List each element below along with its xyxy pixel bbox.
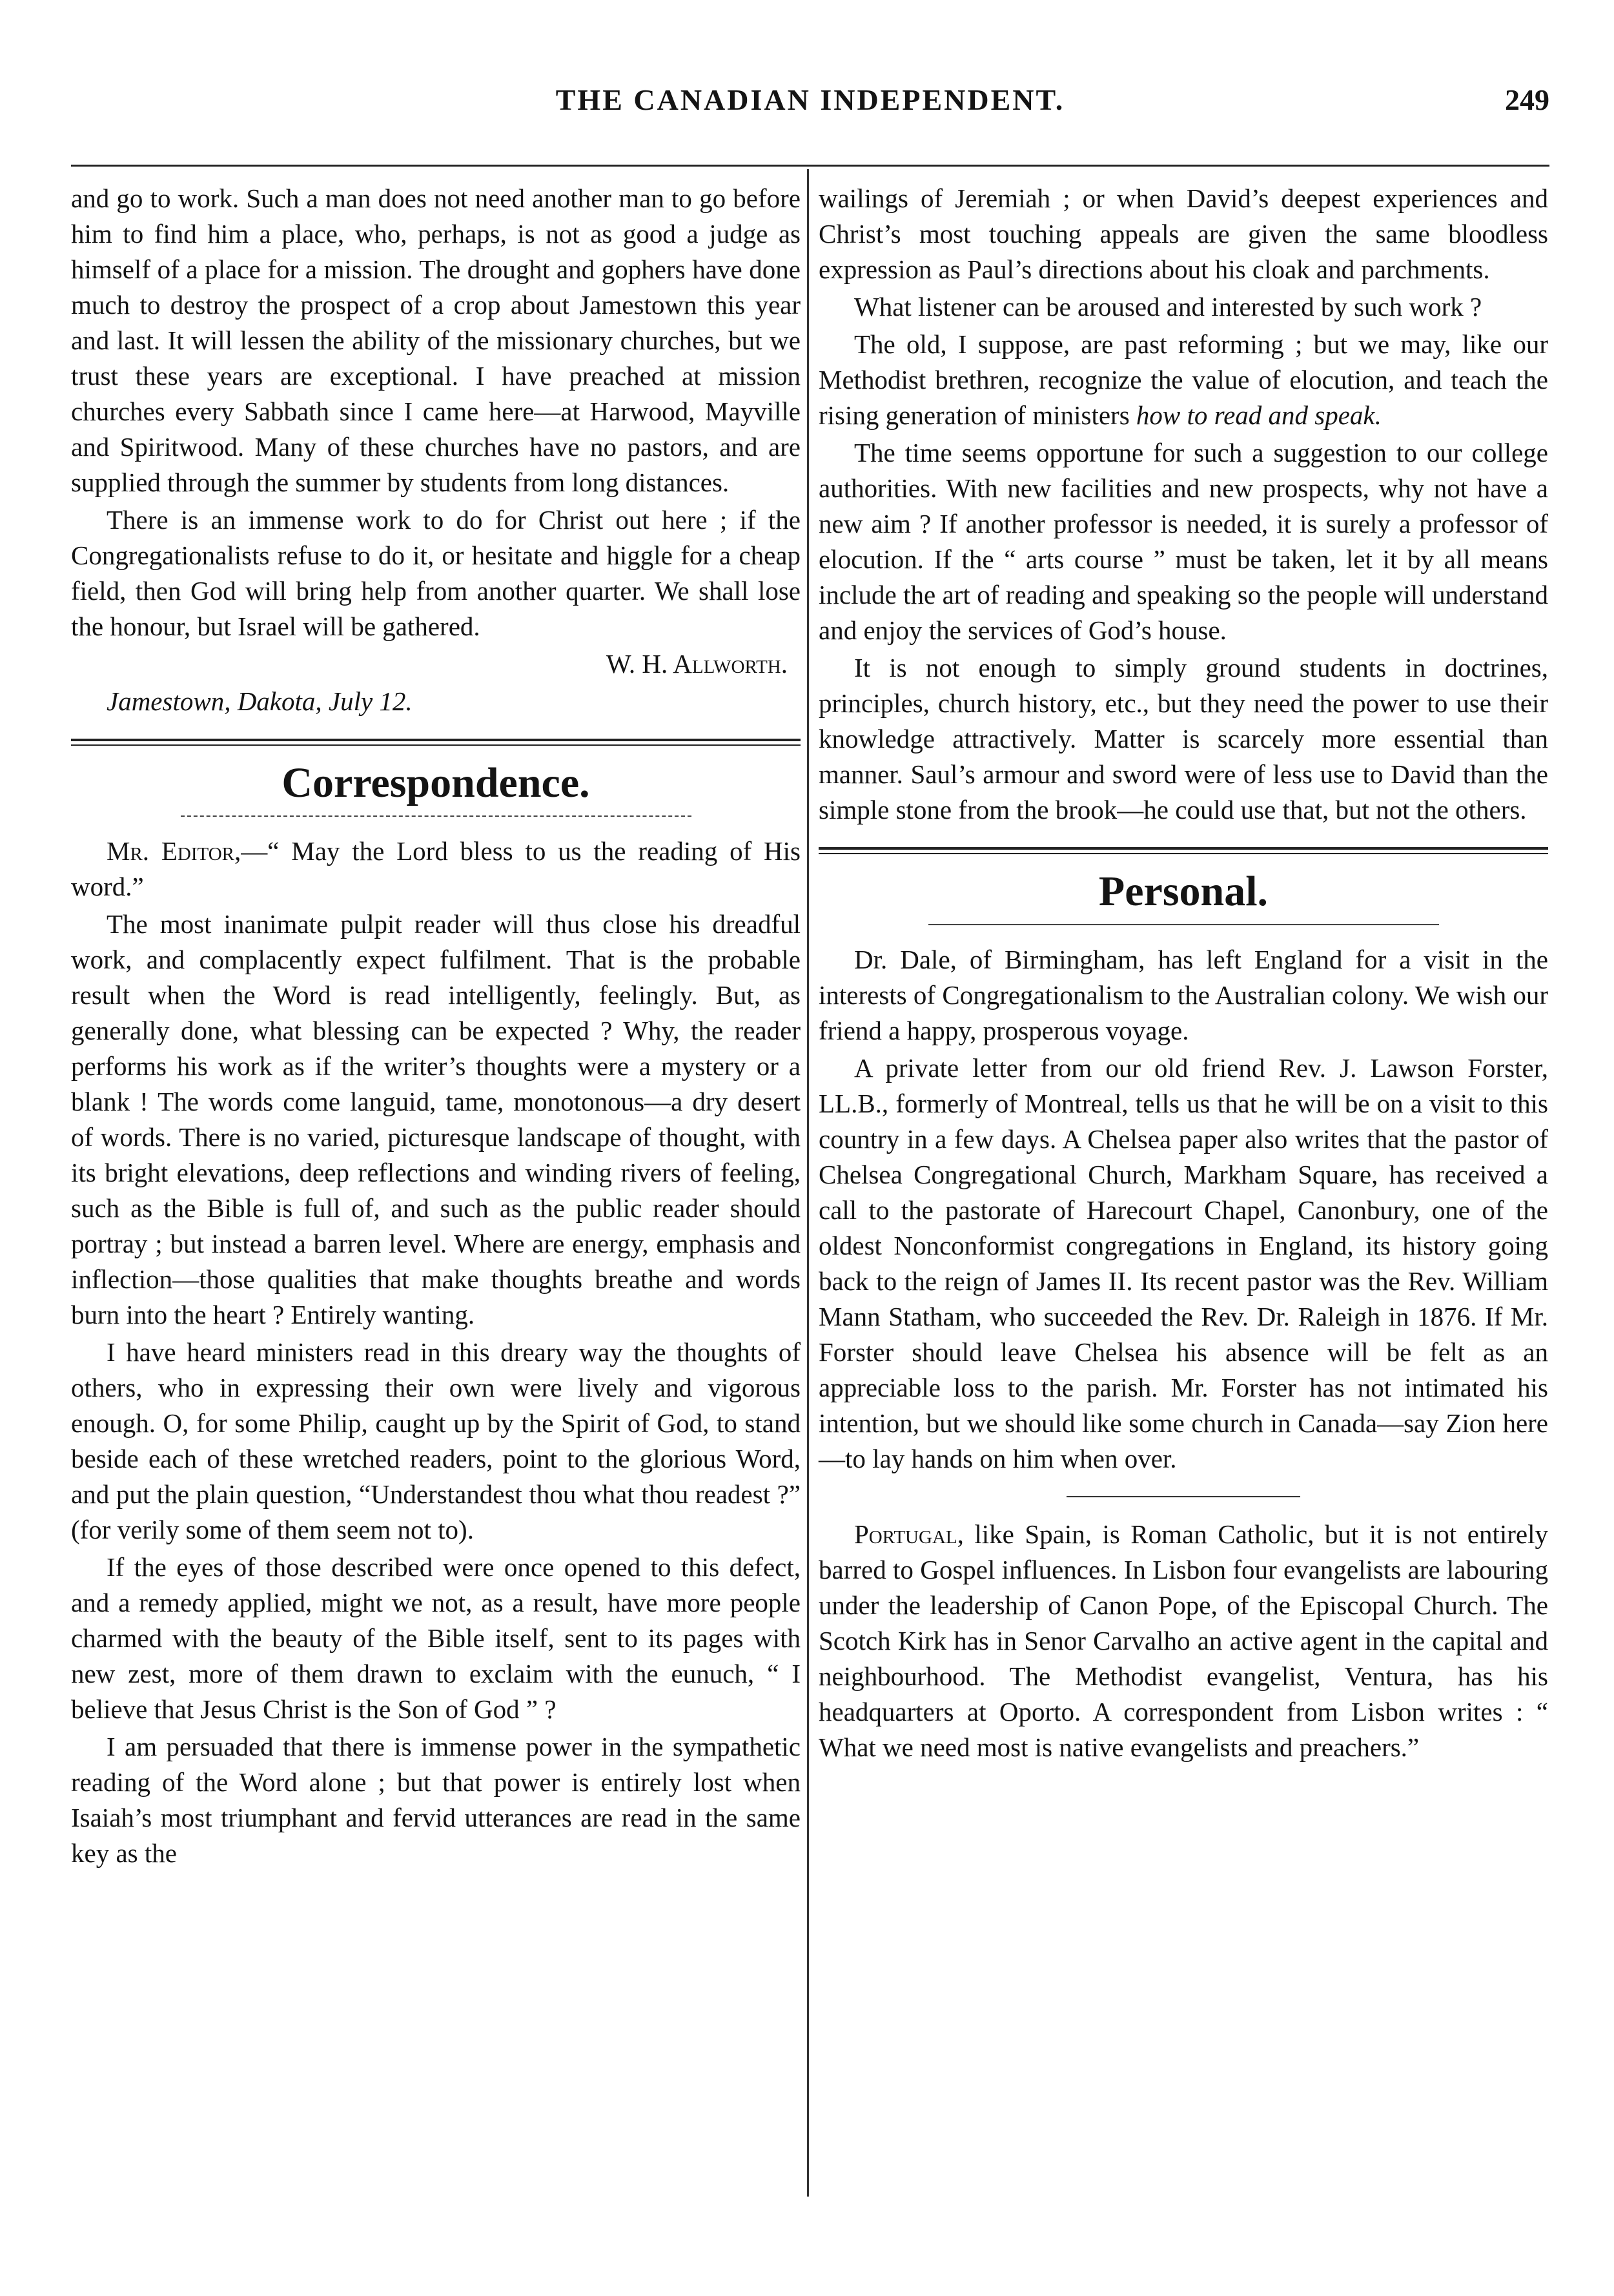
correspondence-paragraph: If the eyes of those described were once opened to this defect, and a remedy applied, might we not, as a result, have more people charmed with the beauty of the Bible itself, sent to its pages with new zest, more of them drawn to exclaim with the eunuch, “ I believe that Jesus Christ is the Son of God ” ? [71, 1552, 801, 1724]
letter-closing-paragraph: There is an immense work to do for Christ out here ; if the Congregationalists refuse to do it, or hesitate and higgle for a cheap field, then God will bring help from another quarter. We shall lose the honour, but Israel will be gathered. [71, 505, 801, 641]
salutation: Mr. Editor, [107, 836, 241, 866]
page-number: 249 [1505, 83, 1549, 116]
section-rule-dashed [181, 815, 691, 817]
letter-dateline: Jamestown, Dakota, July 12. [107, 686, 413, 716]
correspondence-opening [71, 834, 801, 905]
personal-paragraph: A private letter from our old friend Rev. J. Lawson Forster, LL.B., formerly of Montreal, tells us that he will be on a visit to this country in a few days. A Chelsea paper also writes that the pastor of Chelsea Congregational Church, Markham Square, has received a call to the pastorate of Harecourt Chapel, Canonbury, one of the oldest Nonconformist congregations in England, its history going back to the reign of James II. Its recent pastor was the Rev. William Mann Statham, who succeeded the Rev. Dr. Raleigh in 1876. If Mr. Forster should leave Chelsea his absence will be felt as an appreciable loss to the parish. Mr. Forster has not intimated his intention, but we should like some church in Canada—say Zion here—to lay hands on him when over. [819, 1053, 1548, 1473]
section-rule [71, 739, 801, 746]
left-column [71, 181, 801, 1873]
correspondence-paragraph: The most inanimate pulpit reader will thus close his dreadful work, and complacently expect fulfilment. That is the probable result when the Word is read intelligently, feelingly. But, as generally done, what blessing can be expected ? Why, the reader performs his work as if the writer’s thoughts were a mystery or a blank ! The words come languid, tame, monotonous—a dry desert of words. There is no varied, picturesque landscape of thought, with its bright elevations, deep reflections and winding rivers of feeling, such as the Bible is full of, and such as the public reader should portray ; but instead a barren level. Where are energy, emphasis and inflection—those qualities that make thoughts breathe and words burn into the heart ? Entirely wanting. [71, 909, 801, 1329]
opening-quote: —“ May the Lord bless to us the reading of His word.” [71, 836, 801, 901]
correspondence-paragraph: It is not enough to simply ground students in doctrines, principles, church history, etc., but they need the power to use their knowledge attractively. Matter is scarcely more essential than manner. Saul’s armour and sword were of less use to David than the simple stone from the brook—he could use that, but not the others. [819, 653, 1548, 825]
letter-continuation-paragraph: and go to work. Such a man does not need another man to go before him to find him a place, who, perhaps, is not as good a judge as himself of a place for a mission. The drought and gophers have done much to destroy the prospect of a crop about Jamestown this year and last. It will lessen the ability of the missionary churches, but we trust these years are exceptional. I have preached at mission churches every Sabbath since I came here—at Harwood, Mayville and Spiritwood. Many of these churches have no pastors, and are supplied through the summer by students from long distances. [71, 183, 801, 497]
item-separator-rule [1067, 1496, 1300, 1497]
column-divider [807, 169, 809, 2197]
emphasis-text: how to read and speak. [1136, 400, 1382, 430]
correspondence-paragraph [819, 327, 1548, 433]
running-head: THE CANADIAN INDEPENDENT. [555, 83, 1065, 116]
personal-paragraph: Dr. Dale, of Birmingham, has left England for a visit in the interests of Congregationalism to the Australian colony. We wish our friend a happy, prosperous voyage. [819, 945, 1548, 1045]
section-rule [819, 847, 1548, 854]
personal-heading: Personal. [1098, 868, 1269, 915]
correspondence-heading: Correspondence. [281, 759, 590, 806]
correspondence-paragraph: The time seems opportune for such a suggestion to our college authorities. With new facilities and new prospects, why not have a new aim ? If another professor is needed, it is surely a professor of elocution. If the “ arts course ” must be taken, let it by all means include the art of reading and speaking so the people will understand and enjoy the services of God’s house. [819, 438, 1548, 645]
lead-word: Portugal, [854, 1519, 964, 1549]
correspondence-paragraph: What listener can be aroused and interested by such work ? [854, 292, 1482, 322]
correspondence-paragraph: I am persuaded that there is immense power in the sympathetic reading of the Word alone ; but that power is entirely lost when Isaiah’s most triumphant and fervid utterances are read in the same key as the [71, 1732, 801, 1868]
header-rule [71, 165, 1549, 167]
page-header [71, 83, 1549, 134]
paragraph-text: like Spain, is Roman Catholic, but it is not entirely barred to Gospel influences. In Lisbon four evangelists are labouring under the leadership of Canon Pope, of the Episcopal Church. The Scotch Kirk has in Senor Carvalho an active agent in the capital and neighbourhood. The Methodist evangelist, Ventura, has his headquarters at Oporto. A correspondent from Lisbon writes : “ What we need most is native evangelists and preachers.” [819, 1519, 1548, 1762]
correspondence-paragraph: I have heard ministers read in this dreary way the thoughts of others, who in expressing their own were lively and vigorous enough. O, for some Philip, caught up by the Spirit of God, to stand beside each of these wretched readers, point to the glorious Word, and put the plain question, “Understandest thou what thou readest ?” (for verily some of them seem not to). [71, 1337, 801, 1544]
correspondence-continuation: wailings of Jeremiah ; or when David’s deepest experiences and Christ’s most touching appeals are given the same bloodless expression as Paul’s directions about his cloak and parchments. [819, 183, 1548, 284]
letter-signature: W. H. Allworth. [606, 649, 788, 679]
personal-paragraph [819, 1517, 1548, 1765]
right-column [819, 181, 1548, 1767]
section-rule-thin [928, 924, 1439, 925]
paragraph-text: The old, I suppose, are past reforming ; but we may, like our Methodist brethren, recognize the value of elocution, and teach the rising generation of ministers [819, 329, 1548, 430]
